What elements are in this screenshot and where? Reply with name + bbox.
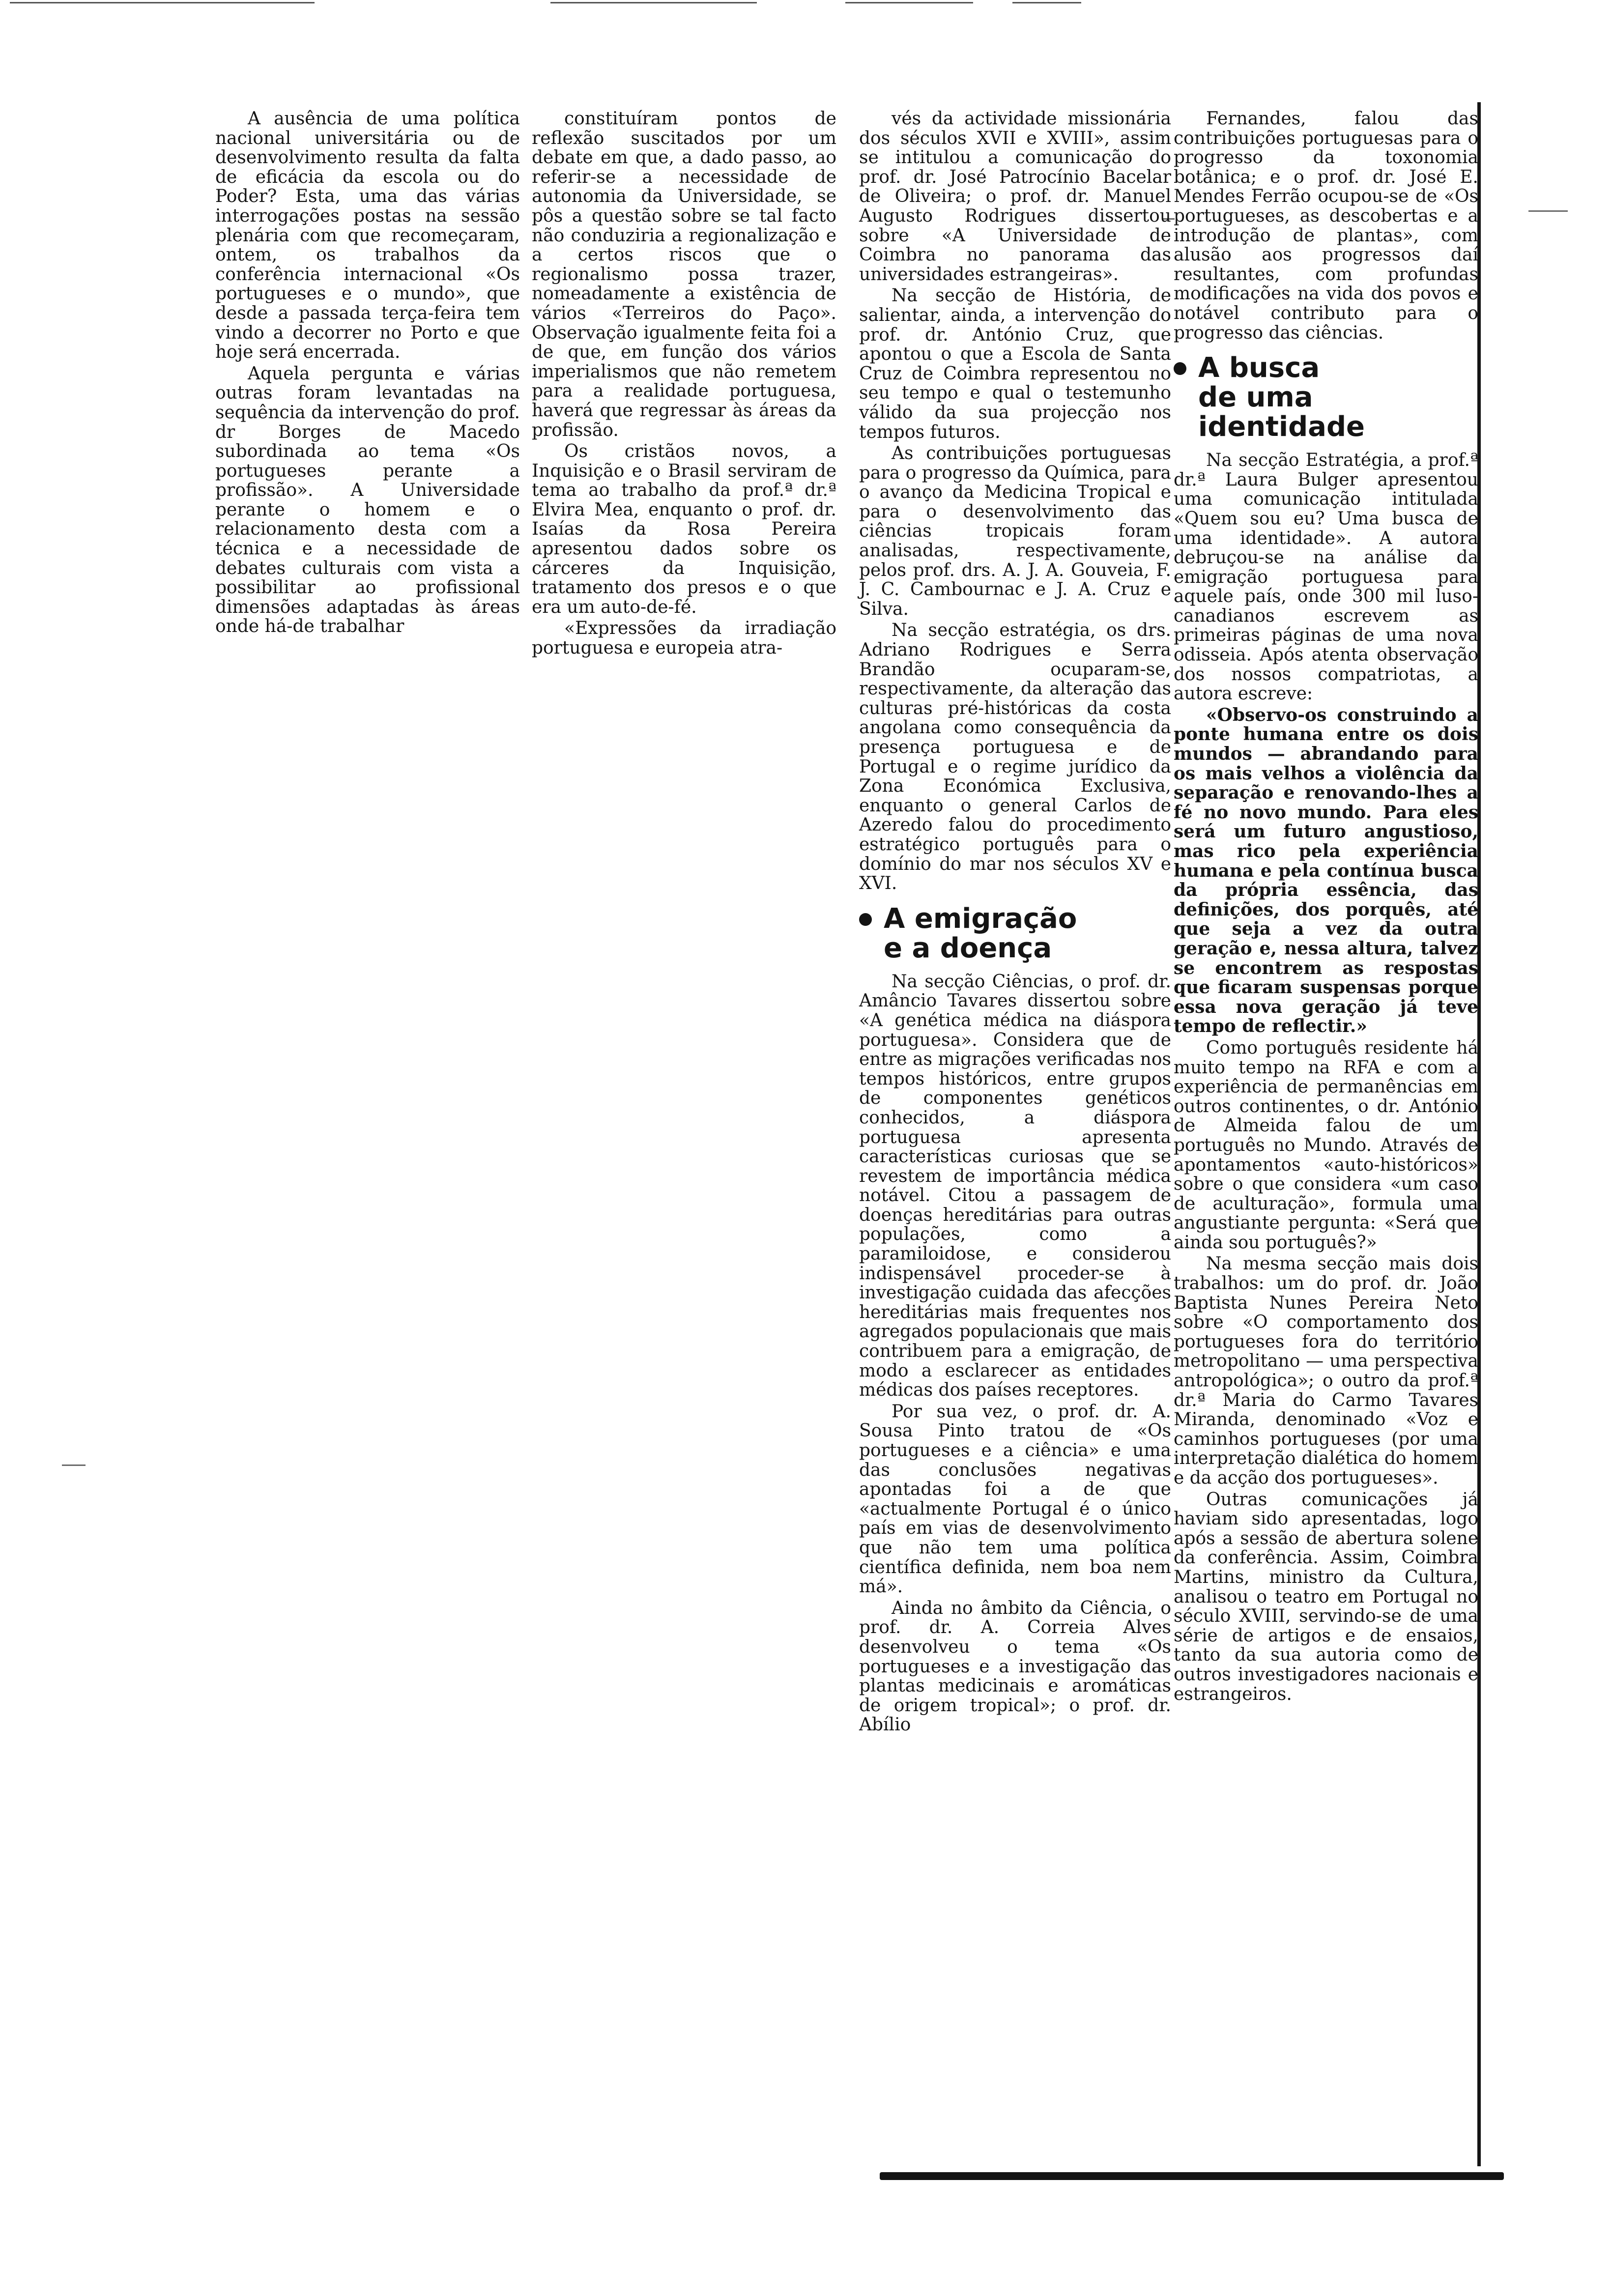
article-column-2	[532, 109, 836, 658]
top-rule-left	[10, 2, 315, 3]
section-subheading	[1174, 353, 1478, 442]
article-bottom-rule	[880, 2172, 1504, 2180]
paragraph: vés da actividade missionária dos séculos XVII e XVIII», assim se intitulou a comunicação do prof. dr. José Patrocínio Bacelar de Oliveira; o prof. dr. Manuel Augusto Rodrigues dissertou sobre «A Universidade de Coimbra no panorama das universidades estrangeiras».	[859, 109, 1171, 285]
subheading-line: e a doença	[884, 932, 1052, 964]
article-column-1	[215, 109, 520, 636]
top-rule-far-right	[1012, 2, 1081, 3]
paragraph: Na secção Estratégia, a prof.ª dr.ª Laura Bulger apresentou uma comunicação intitulada «Quem sou eu? Uma busca de uma identidade». A autora debruçou-se na análise da emigração portuguesa para aquele país, onde 300 mil luso-canadianos escrevem as primeiras páginas de uma nova odisseia. Após atenta observação dos nossos compatriotas, a autora escreve:	[1174, 450, 1478, 704]
paragraph: Aquela pergunta e várias outras foram levantadas na sequência da intervenção do prof. dr Borges de Macedo subordinada ao tema «Os portugueses perante a profissão». A Universidade perante o homem e o relacionamento desta com a técnica e a necessidade de debates culturais com vista a possibilitar ao profissional dimensões adaptadas às áreas onde há-de trabalhar	[215, 363, 520, 637]
subheading-line: identidade	[1198, 411, 1365, 443]
bullet-icon	[859, 913, 872, 926]
section-subheading	[859, 904, 1171, 963]
subheading-line: A emigração	[884, 902, 1077, 935]
subheading-line: de uma	[1198, 381, 1313, 414]
paragraph: Na mesma secção mais dois trabalhos: um do prof. dr. João Baptista Nunes Pereira Neto sobre «O comportamento dos portugueses fora do território metropolitano — uma perspectiva antropológica»; o outro da prof.ª dr.ª Maria do Carmo Tavares Miranda, denominado «Voz e caminhos portugueses (por uma interpretação dialética do homem e da acção dos portugueses».	[1174, 1254, 1478, 1488]
subheading-line: A busca	[1198, 352, 1320, 384]
paragraph: Na secção estratégia, os drs. Adriano Rodrigues e Serra Brandão ocuparam-se, respectivamente, da alteração das culturas pré-históricas da costa angolana como consequência da presença portuguesa e de Portugal e o regime jurídico da Zona Económica Exclusiva, enquanto o general Carlos de Azeredo falou do procedimento estratégico português para o domínio do mar nos séculos XV e XVI.	[859, 620, 1171, 894]
margin-mark-right	[1528, 210, 1568, 212]
paragraph: Fernandes, falou das contribuições portuguesas para o progresso da toxonomia botânica; e o prof. dr. José E. Mendes Ferrão ocupou-se de «Os portugueses, as descobertas e a introdução de plantas», com alusão aos progressos daí resultantes, com profundas modificações na vida dos povos e notável contributo para o progresso das ciências.	[1174, 109, 1478, 343]
paragraph: Outras comunicações já haviam sido apresentadas, logo após a sessão de abertura solene da conferência. Assim, Coimbra Martins, ministro da Cultura, analisou o teatro em Portugal no século XVIII, servindo-se de uma série de artigos e de ensaios, tanto da sua autoria como de outros investigadores nacionais e estrangeiros.	[1174, 1489, 1478, 1704]
paragraph: Como português residente há muito tempo na RFA e com a experiência de permanências em outros continentes, o dr. António de Almeida falou de um português no Mundo. Através de apontamentos «auto-históricos» sobre o que considera «um caso de aculturação», formula uma angustiante pergunta: «Será que ainda sou português?»	[1174, 1037, 1478, 1253]
paragraph: As contribuições portuguesas para o progresso da Química, para o avanço da Medicina Tropical e para o desenvolvimento das ciências tropicais foram analisadas, respectivamente, pelos prof. drs. A. J. A. Gouveia, F. J. C. Cambournac e J. A. Cruz e Silva.	[859, 443, 1171, 619]
paragraph: «Expressões da irradiação portuguesa e europeia atra-	[532, 618, 836, 659]
bullet-icon	[1174, 362, 1186, 375]
paragraph: Na secção Ciências, o prof. dr. Amâncio Tavares dissertou sobre «A genética médica na diáspora portuguesa». Considera que de entre as migrações verificadas nos tempos históricos, entre grupos de componentes genéticos conhecidos, a diáspora portuguesa apresenta características curiosas que se revestem de importância médica notável. Citou a passagem de doenças hereditárias para outras populações, como a paramiloidose, e considerou indispensável proceder-se à investigação cuidada das afecções hereditárias mais frequentes nos agregados populacionais que mais contribuem para a emigração, de modo a esclarecer as entidades médicas dos países receptores.	[859, 971, 1171, 1401]
article-column-4	[1174, 109, 1478, 1704]
paragraph: Na secção de História, de salientar, ainda, a intervenção do prof. dr. António Cruz, que apontou o que a Escola de Santa Cruz de Coimbra representou no seu tempo e qual o testemunho válido da sua projecção nos tempos futuros.	[859, 286, 1171, 442]
quoted-paragraph: «Observo-os construindo a ponte humana entre os dois mundos — abrandando para os mais velhos a violência da separação e renovando-lhes a fé no novo mundo. Para eles será um futuro angustioso, mas rico pela experiência humana e pela contínua busca da própria essência, das definições, dos porquês, até que seja a vez da outra geração e, nessa altura, talvez se encontrem as respostas que ficaram suspensas porque essa nova geração já teve tempo de reflectir.»	[1174, 704, 1478, 1037]
paragraph: Ainda no âmbito da Ciência, o prof. dr. A. Correia Alves desenvolveu o tema «Os portugueses e a investigação das plantas medicinais e aromáticas de origem tropical»; o prof. dr. Abílio	[859, 1598, 1171, 1735]
margin-mark-left	[62, 1464, 86, 1466]
paragraph: A ausência de uma política nacional universitária ou de desenvolvimento resulta da falta de eficácia da escola ou do Poder? Esta, uma das várias interrogações postas na sessão plenária com que recomeçaram, ontem, os trabalhos da conferência internacional «Os portugueses e o mundo», que desde a passada terça-feira tem vindo a decorrer no Porto e que hoje será encerrada.	[215, 109, 520, 363]
article-column-3	[859, 109, 1171, 1735]
top-rule-middle	[550, 2, 757, 3]
paragraph: Por sua vez, o prof. dr. A. Sousa Pinto tratou de «Os portugueses e a ciência» e uma das conclusões negativas apontadas foi a de que «actualmente Portugal é o único país em vias de desenvolvimento que não tem uma política científica definida, nem boa nem má».	[859, 1401, 1171, 1597]
top-rule-right	[845, 2, 973, 3]
paragraph: Os cristãos novos, a Inquisição e o Brasil serviram de tema ao trabalho da prof.ª dr.ª Elvira Mea, enquanto o prof. dr. Isaías da Rosa Pereira apresentou dados sobre os cárceres da Inquisição, tratamento dos presos e o que era um auto-de-fé.	[532, 441, 836, 617]
paragraph: constituíram pontos de reflexão suscitados por um debate em que, a dado passo, ao referir-se a necessidade de autonomia da Universidade, se pôs a questão sobre se tal facto não conduziria a regionalização e a certos riscos que o regionalismo possa trazer, nomeadamente a existência de vários «Terreiros do Paço». Observação igualmente feita foi a de que, em função dos vários imperialismos que não remetem para a realidade portuguesa, haverá que regressar às áreas da profissão.	[532, 109, 836, 440]
